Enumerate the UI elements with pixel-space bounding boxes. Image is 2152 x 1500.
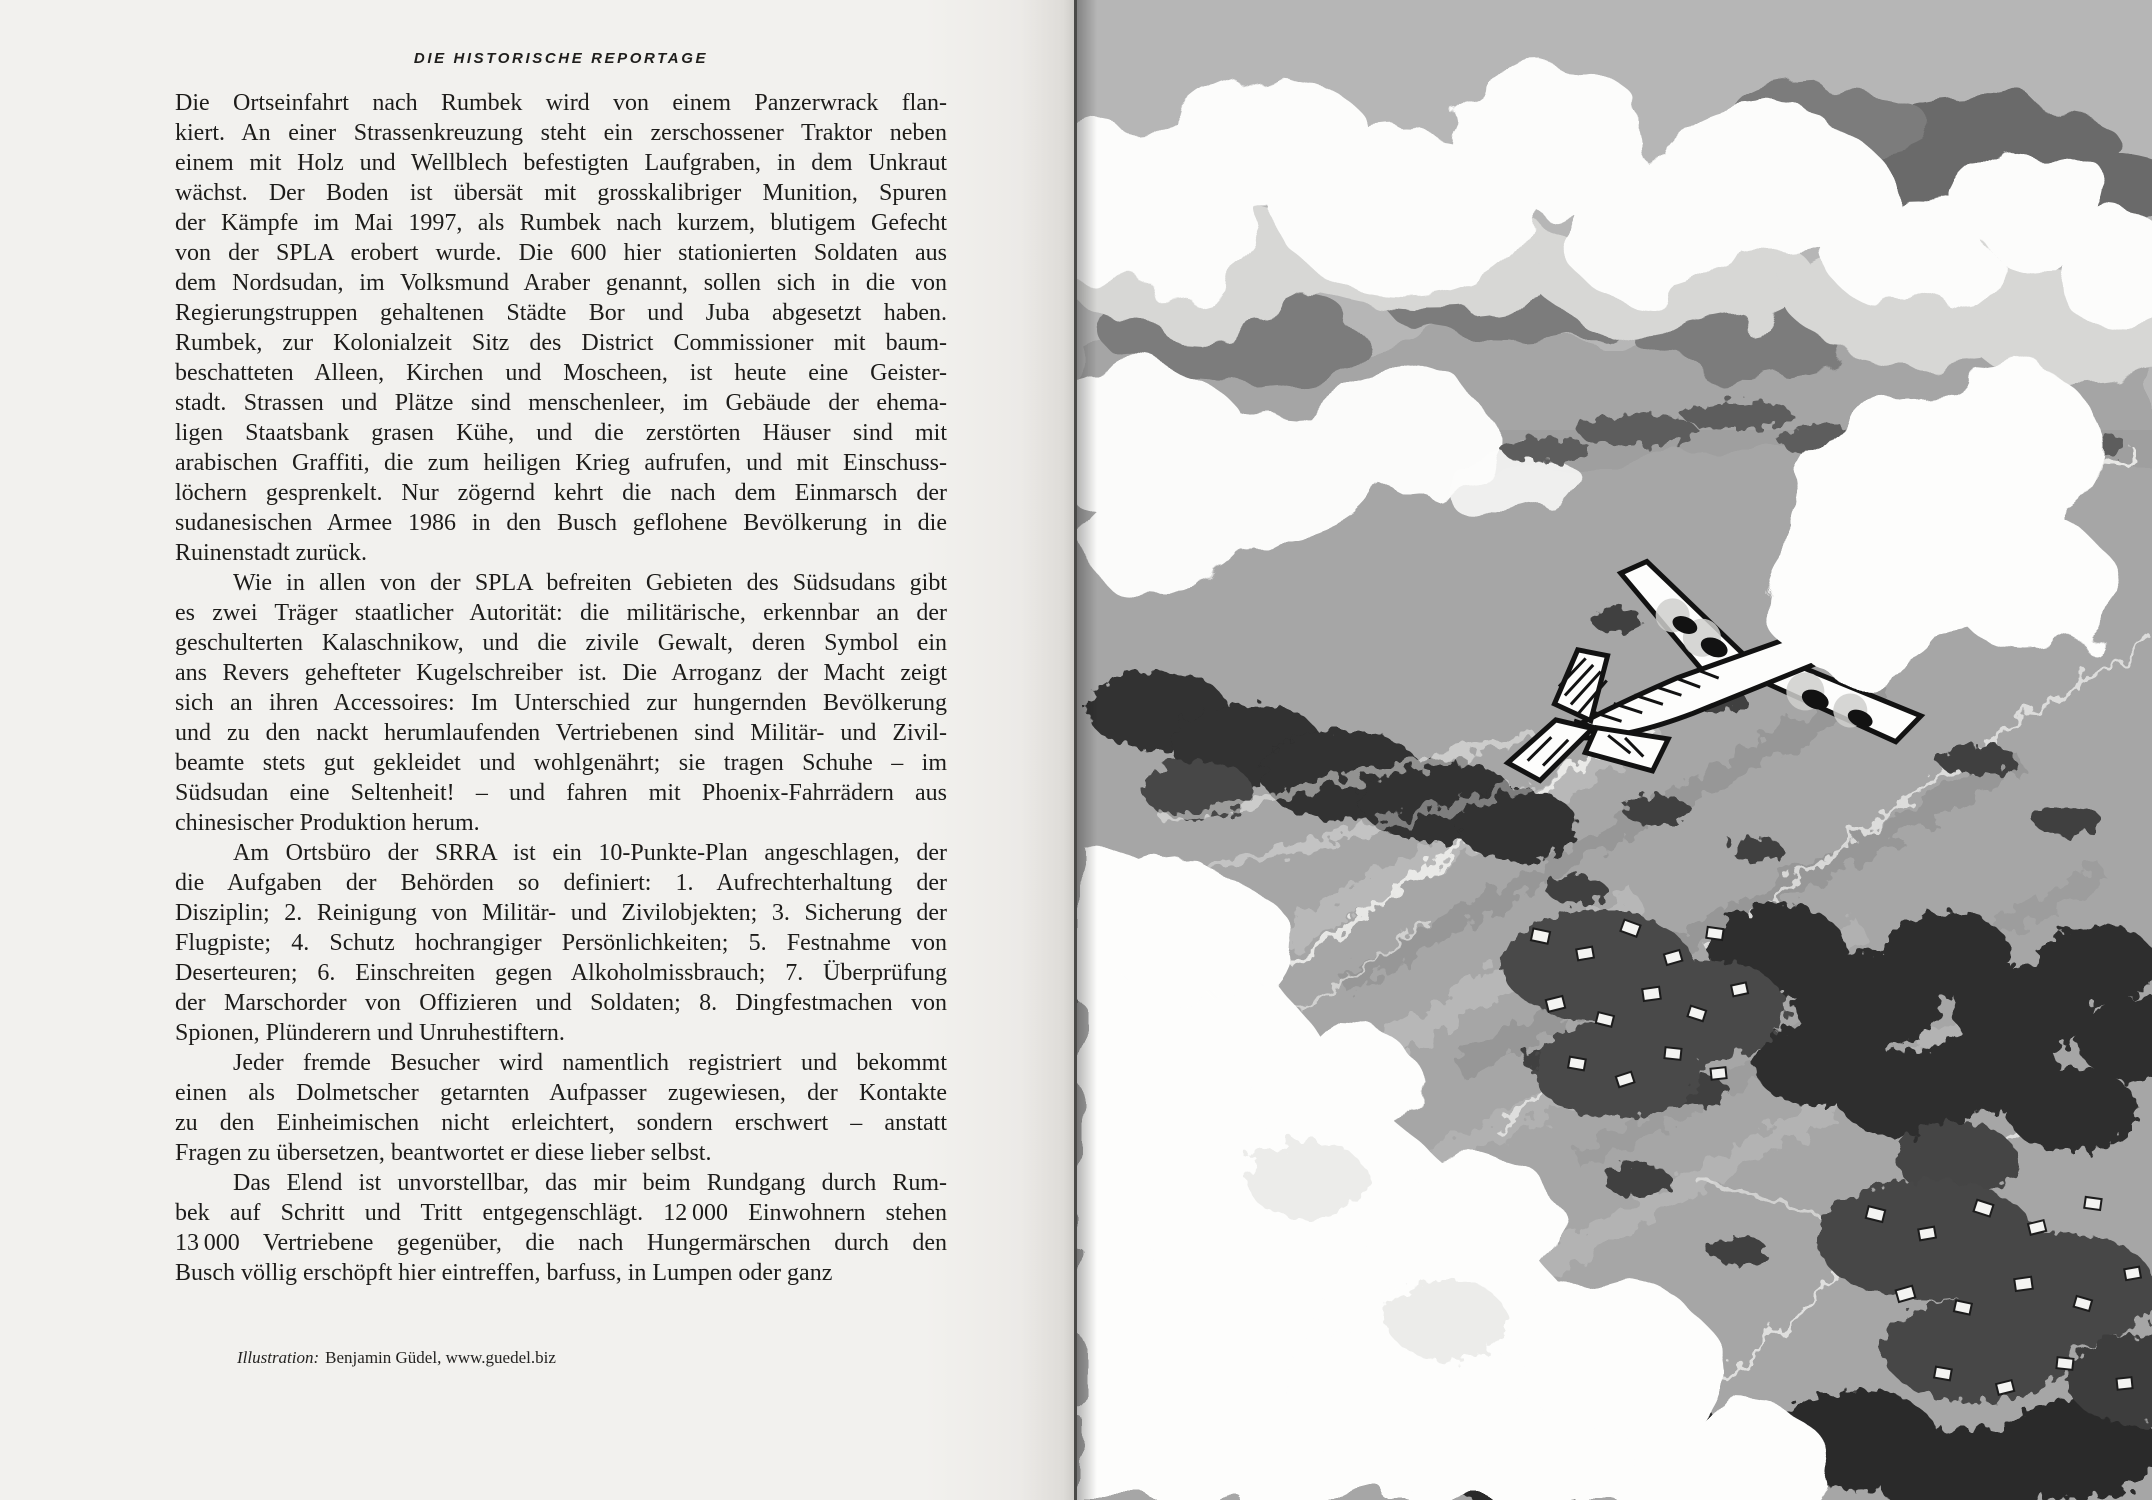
text-line: kiert. An einer Strassenkreuzung steht ein zerschossener Traktor neben — [175, 120, 947, 146]
paragraph — [175, 838, 947, 1048]
text-line: bek auf Schritt und Tritt entgegenschlägt. 12 000 Einwohnern stehen — [175, 1200, 947, 1226]
paragraph — [175, 568, 947, 838]
text-line: Regierungstruppen gehaltenen Städte Bor und Juba abgesetzt haben. — [175, 300, 947, 326]
text-line: beschatteten Alleen, Kirchen und Moscheen, ist heute eine Geister- — [175, 360, 947, 386]
text-line: von der SPLA erobert wurde. Die 600 hier stationierten Soldaten aus — [175, 240, 947, 266]
text-line: Südsudan eine Seltenheit! – und fahren mit Phoenix-Fahrrädern aus — [175, 780, 947, 806]
illustration-credit-label: Illustration: — [237, 1348, 320, 1367]
text-line: es zwei Träger staatlicher Autorität: die militärische, erkennbar an der — [175, 600, 947, 626]
text-line: chinesischer Produktion herum. — [175, 810, 480, 836]
text-line: sich an ihren Accessoires: Im Unterschied zur hungernden Bevölkerung — [175, 690, 947, 716]
paragraph — [175, 88, 947, 568]
text-line: dem Nordsudan, im Volksmund Araber genannt, sollen sich in die von — [175, 270, 947, 296]
aerial-illustration — [1077, 0, 2152, 1500]
gutter-shadow — [1077, 0, 1097, 1500]
article-page — [0, 0, 1074, 1500]
text-line: löchern gesprenkelt. Nur zögernd kehrt die nach dem Einmarsch der — [175, 480, 947, 506]
article-kicker: DIE HISTORISCHE REPORTAGE — [413, 50, 709, 67]
article-body — [175, 88, 947, 1288]
text-line: und zu den nackt herumlaufenden Vertriebenen sind Militär- und Zivil- — [175, 720, 947, 746]
text-line: stadt. Strassen und Plätze sind menschenleer, im Gebäude der ehema- — [175, 390, 947, 416]
text-line: Ruinenstadt zurück. — [175, 540, 367, 566]
text-line: einem mit Holz und Wellblech befestigten Laufgraben, in dem Unkraut — [175, 150, 947, 176]
text-line: beamte stets gut gekleidet und wohlgenährt; sie tragen Schuhe – im — [175, 750, 947, 776]
text-line: Spionen, Plünderern und Unruhestiftern. — [175, 1020, 565, 1046]
text-line: Disziplin; 2. Reinigung von Militär- und Zivilobjekten; 3. Sicherung der — [175, 900, 947, 926]
text-line: ligen Staatsbank grasen Kühe, und die zerstörten Häuser sind mit — [175, 420, 947, 446]
text-line: Rumbek, zur Kolonialzeit Sitz des District Commissioner mit baum- — [175, 330, 947, 356]
text-line: Am Ortsbüro der SRRA ist ein 10-Punkte-Plan angeschlagen, der — [233, 840, 947, 866]
text-line: die Aufgaben der Behörden so definiert: 1. Aufrechterhaltung der — [175, 870, 947, 896]
text-line: ans Revers gehefteter Kugelschreiber ist. Die Arroganz der Macht zeigt — [175, 660, 947, 686]
paragraph — [175, 1048, 947, 1168]
text-line: zu den Einheimischen nicht erleichtert, sondern erschwert – anstatt — [175, 1110, 947, 1136]
text-line: der Marschorder von Offizieren und Soldaten; 8. Dingfestmachen von — [175, 990, 947, 1016]
text-line: Jeder fremde Besucher wird namentlich registriert und bekommt — [233, 1050, 947, 1076]
text-line: Die Ortseinfahrt nach Rumbek wird von einem Panzerwrack flan- — [175, 90, 947, 116]
text-line: Busch völlig erschöpft hier eintreffen, barfuss, in Lumpen oder ganz — [175, 1260, 833, 1286]
text-line: wächst. Der Boden ist übersät mit grosskalibriger Munition, Spuren — [175, 180, 947, 206]
text-line: einen als Dolmetscher getarnten Aufpasser zugewiesen, der Kontakte — [175, 1080, 947, 1106]
illustration-credit — [237, 1348, 556, 1368]
text-line: geschulterten Kalaschnikow, und die zivile Gewalt, deren Symbol ein — [175, 630, 947, 656]
illustration-credit-text: Benjamin Güdel, www.guedel.biz — [325, 1348, 556, 1367]
text-line: der Kämpfe im Mai 1997, als Rumbek nach kurzem, blutigem Gefecht — [175, 210, 947, 236]
text-line: Wie in allen von der SPLA befreiten Gebieten des Südsudans gibt — [233, 570, 947, 596]
text-line: sudanesischen Armee 1986 in den Busch geflohene Bevölkerung in die — [175, 510, 947, 536]
paragraph — [175, 1168, 947, 1288]
text-line: arabischen Graffiti, die zum heiligen Krieg aufrufen, und mit Einschuss- — [175, 450, 947, 476]
text-line: Das Elend ist unvorstellbar, das mir beim Rundgang durch Rum- — [233, 1170, 947, 1196]
illustration-page — [1077, 0, 2152, 1500]
text-line: Deserteuren; 6. Einschreiten gegen Alkoholmissbrauch; 7. Überprüfung — [175, 960, 947, 986]
text-line: Flugpiste; 4. Schutz hochrangiger Persönlichkeiten; 5. Festnahme von — [175, 930, 947, 956]
text-line: Fragen zu übersetzen, beantwortet er diese lieber selbst. — [175, 1140, 712, 1166]
text-line: 13 000 Vertriebene gegenüber, die nach Hungermärschen durch den — [175, 1230, 947, 1256]
